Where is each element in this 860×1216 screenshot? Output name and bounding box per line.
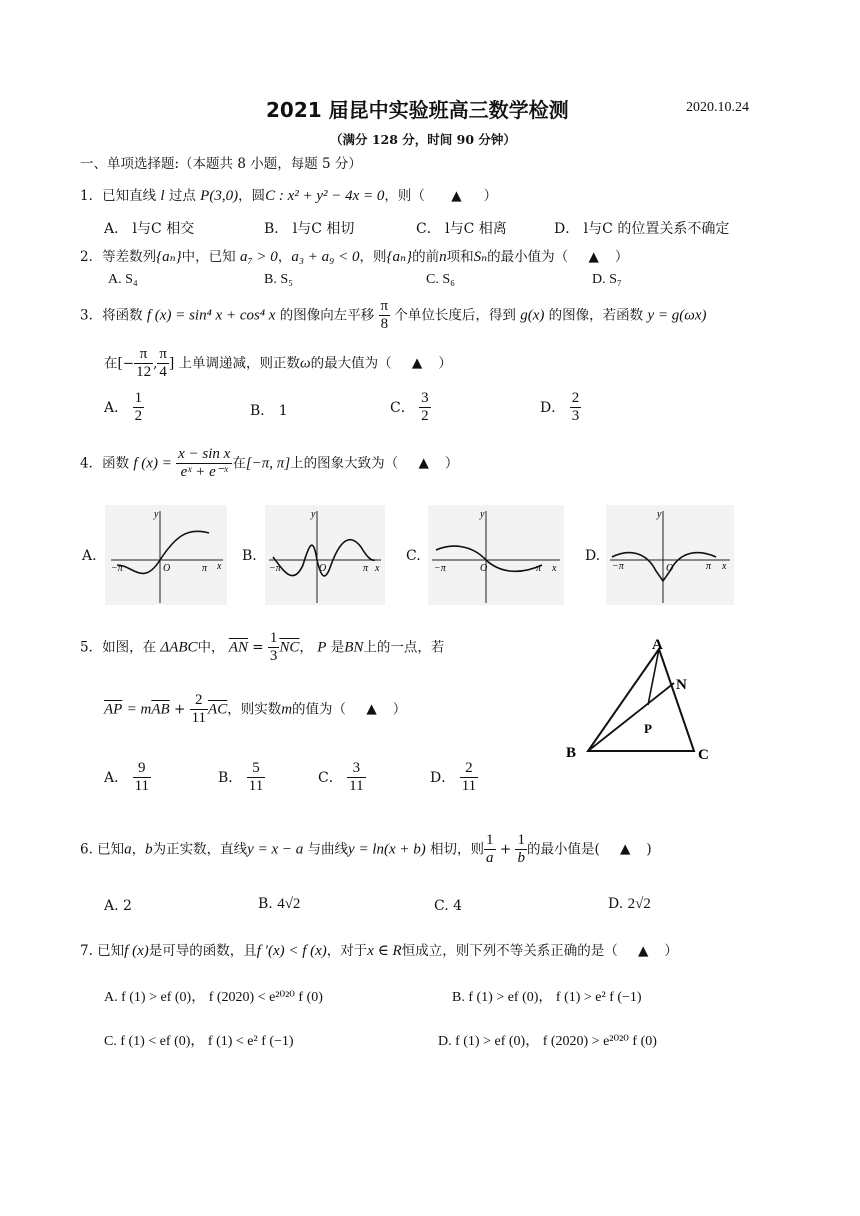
point-p-label: P (644, 721, 652, 736)
page-title: 2021 届昆中实验班高三数学检测 (266, 98, 569, 122)
q6-option-c[interactable]: C. 4 (434, 898, 463, 914)
q1-text: 过点 (168, 188, 196, 204)
q3-y: y = g(ωx) (647, 307, 707, 324)
q1-option-b[interactable]: B． l与C 相切 (264, 221, 355, 237)
q3-g: g(x) (520, 307, 545, 324)
pi-label: π (202, 563, 208, 574)
q4-option-b-label[interactable]: B. (242, 548, 257, 564)
q2-text5: 的最小值为（ (487, 249, 569, 265)
answer-triangle-icon: ▲ (411, 355, 423, 372)
pi-label: π (706, 561, 712, 572)
neg-pi-label: −π (269, 563, 281, 574)
answer-triangle-icon: ▲ (418, 455, 429, 472)
q2-option-a[interactable]: A. S₄ (108, 272, 138, 287)
q6-frac-a: $\frac{1}{a}$ (486, 832, 494, 867)
q6-b: b (145, 841, 153, 858)
q3-text2: 个单位长度后，得到 (394, 307, 516, 324)
q5-option-b[interactable]: B． $\frac{5}{11}$ (218, 760, 264, 795)
q5-frac2: $\frac{2}{11}$ (191, 692, 207, 727)
q2-option-d[interactable]: D. S₇ (592, 272, 622, 287)
pi-label: π (363, 563, 369, 574)
q6-option-d[interactable]: D. 2√2 (608, 896, 651, 912)
axis-y-label: y (657, 509, 662, 520)
q4-prefix: 4．函数 (80, 455, 130, 472)
origin-label: O (319, 563, 327, 574)
pi-label: π (536, 563, 542, 574)
q2-sep: ， (277, 249, 292, 265)
q1-option-d[interactable]: D． l与C 的位置关系不确定 (554, 221, 730, 237)
q3-text4: ] 上单调递减，则正数 (168, 355, 301, 372)
q6-line: y = x − a (247, 841, 304, 858)
q5-point-p: P (317, 639, 327, 656)
axis-x-label: x (375, 563, 380, 574)
q2-text3: 的前 (412, 249, 440, 265)
q4-option-c-label[interactable]: C. (406, 548, 421, 564)
neg-pi-label: −π (111, 563, 123, 574)
q5-text: 中， (197, 639, 225, 656)
q5-triangle: ΔABC (160, 639, 198, 656)
q6-prefix: 6. 已知 (80, 841, 125, 858)
section-heading: 一、单项选择题:（本题共 8 小题，每题 5 分） (80, 156, 362, 172)
question-2 (80, 245, 628, 266)
q3-text: 的图像向左平移 (279, 307, 375, 324)
q3-frac-b: $\frac{\pi}{4}$ (159, 346, 167, 381)
q4-graph-b[interactable] (265, 505, 385, 605)
q2-cond2: a₃ + a₉ < 0 (291, 249, 360, 265)
q3-option-d[interactable]: D． $\frac{2}{3}$ (540, 390, 580, 425)
q6-option-a[interactable]: A. 2 (104, 898, 132, 914)
q7-option-c[interactable]: C. f (1) < ef (0)， f (1) < e² f (−1) (104, 1034, 294, 1049)
q1-option-c[interactable]: C． l与C 相离 (416, 221, 507, 237)
answer-triangle-icon: ▲ (620, 841, 631, 858)
q6-option-b[interactable]: B. 4√2 (258, 896, 301, 912)
origin-label: O (480, 563, 488, 574)
q5-vec-ap: $\overline{AP}$ (104, 701, 123, 718)
q1-option-a[interactable]: A． l与C 相交 (104, 221, 195, 237)
q3-text5: 的最大值为（ (310, 355, 392, 372)
q2-seq: {aₙ} (156, 249, 182, 265)
neg-pi-label: −π (434, 563, 446, 574)
q7-option-d[interactable]: D. f (1) > ef (0)， f (2020) > e²⁰²⁰ f (0) (438, 1034, 657, 1049)
answer-triangle-icon: ▲ (366, 701, 377, 718)
q2-sn: Sₙ (473, 249, 488, 265)
q3-interval-open: 在[− (104, 355, 135, 372)
q5-vec-ab: $\overline{AB}$ (151, 701, 170, 718)
question-6: 6. 已知a，b为正实数，直线y = x − a 与曲线y = ln(x + b) 相切，则 $\frac{1}{a}$ + $\frac{1}{b}$ 的最小值是( ▲ ) (80, 832, 652, 867)
q4-fraction: $\frac{\text{x − sin x}}{\text{eˣ + e⁻ˣ}}$ (178, 446, 231, 481)
q3-option-c[interactable]: C． $\frac{3}{2}$ (390, 390, 429, 425)
q3-option-b[interactable]: B． 1 (250, 403, 288, 419)
q5-vec-an: $\overline{AN}$ (228, 639, 248, 656)
q4-text2: 上的图象大致为（ (290, 455, 399, 472)
q2-seq2: {aₙ} (386, 249, 413, 265)
q2-text4: 项和 (446, 249, 474, 265)
q5-option-d[interactable]: D． $\frac{2}{11}$ (430, 760, 477, 795)
q4-option-a-label[interactable]: A. (82, 548, 97, 564)
q5-vec-nc: $\overline{NC}$ (279, 639, 300, 656)
answer-triangle-icon: ▲ (451, 188, 462, 204)
exam-date: 2020.10.24 (686, 100, 749, 115)
q1-close: ） (483, 188, 498, 204)
neg-pi-label: −π (612, 561, 624, 572)
origin-label: O (666, 563, 674, 574)
question-3 (80, 298, 707, 334)
q3-option-a[interactable]: A． $\frac{1}{2}$ (104, 390, 143, 425)
q6-curve: y = ln(x + b) (348, 841, 426, 858)
answer-triangle-icon: ▲ (588, 249, 599, 265)
q2-cond1: a₇ > 0 (239, 249, 278, 265)
question-5-line2: $\overline{AP} = m\overline{AB}$ + $\frac{2}{11}$ $\overline{AC}$，则实数m的值为（ ▲ ） (104, 692, 407, 727)
q5-option-a[interactable]: A． $\frac{9}{11}$ (104, 760, 150, 795)
axis-x-label: x (552, 563, 557, 574)
exam-subtitle: （满分 128 分，时间 90 分钟） (330, 132, 516, 147)
q4-option-d-label[interactable]: D. (585, 548, 601, 564)
question-5: 5．如图，在 ΔABC中， $\overline{AN}$ = $\frac{1}{3}$ $\overline{NC}$， P 是BN上的一点，若 (80, 630, 445, 665)
question-3-line2: 在[− $\frac{\pi}{12}$ , $\frac{\pi}{4}$ ] 上单调递减，则正数ω的最大值为（ ▲ ） (104, 346, 452, 381)
q3-frac-a: $\frac{\pi}{12}$ (136, 346, 152, 381)
axis-y-label: y (480, 509, 485, 520)
q5-frac: $\frac{1}{3}$ (269, 630, 278, 665)
q7-condition: f ′(x) < f (x) (256, 943, 327, 959)
q6-a: a (124, 841, 132, 858)
q1-text2: ，圆 (238, 188, 266, 204)
origin-label: O (163, 563, 171, 574)
q2-option-c[interactable]: C. S₆ (426, 272, 456, 287)
q5-m: m (281, 701, 293, 718)
q2-prefix: 2．等差数列 (80, 249, 157, 265)
q5-prefix: 5．如图，在 (80, 639, 157, 656)
q3-function: f (x) = sin⁴ x + cos⁴ x (146, 307, 276, 324)
q1-prefix: 1．已知直线 (80, 188, 157, 204)
q7-prefix: 7. 已知 (80, 943, 125, 959)
q4-function: f (x) = (133, 455, 172, 472)
q3-omega: ω (300, 355, 311, 372)
q4-graph-a[interactable] (105, 505, 227, 605)
axis-x-label: x (217, 561, 222, 572)
q3-close: ） (438, 355, 452, 372)
axis-y-label: y (311, 509, 316, 520)
question-1 (80, 184, 497, 205)
q3-fraction: $\frac{\pi}{8}$ (380, 298, 389, 333)
q4-graph-d[interactable] (606, 505, 734, 605)
q5-vec-ac: $\overline{AC}$ (208, 701, 228, 718)
q6-frac-b: $\frac{1}{b}$ (517, 832, 525, 867)
q7-option-a[interactable]: A. f (1) > ef (0)， f (2020) < e²⁰²⁰ f (0) (104, 990, 323, 1005)
q5-triangle-figure (558, 635, 728, 765)
q7-domain: x ∈ R (367, 943, 402, 959)
q2-text2: ，则 (359, 249, 387, 265)
q1-circle: C : x² + y² − 4x = 0 (265, 188, 385, 204)
answer-triangle-icon: ▲ (638, 943, 649, 959)
q1-text3: ，则（ (384, 188, 425, 204)
q2-text: 中，已知 (181, 249, 236, 265)
q3-prefix: 3．将函数 (80, 307, 143, 324)
q4-close: ） (444, 455, 459, 472)
q2-n: n (439, 249, 447, 265)
vertex-b-label: B (566, 745, 577, 761)
question-7: 7. 已知f (x)是可导的函数，且f ′(x) < f (x)，对于x ∈ R恒成立，则下列不等关系正确的是（ ▲ ） (80, 943, 678, 959)
point-n-label: N (676, 677, 687, 693)
question-4 (80, 446, 458, 482)
vertex-c-label: C (698, 747, 709, 763)
axis-y-label: y (154, 509, 159, 520)
vertex-a-label: A (652, 637, 663, 653)
q5-segment-bn: BN (344, 639, 364, 656)
q2-option-b[interactable]: B. S₅ (264, 272, 294, 287)
q7-f: f (x) (124, 943, 149, 959)
q4-text: 在 (232, 455, 246, 472)
q5-option-c[interactable]: C． $\frac{3}{11}$ (318, 760, 364, 795)
axis-x-label: x (722, 561, 727, 572)
q1-point: P(3,0) (200, 188, 239, 204)
q4-interval: [−π, π] (245, 455, 291, 472)
q3-text3: 的图像，若函数 (548, 307, 644, 324)
q4-graph-c[interactable] (428, 505, 564, 605)
q2-close: ） (614, 249, 629, 265)
q1-line-l: l (160, 188, 165, 204)
q7-option-b[interactable]: B. f (1) > ef (0)， f (1) > e² f (−1) (452, 990, 642, 1005)
